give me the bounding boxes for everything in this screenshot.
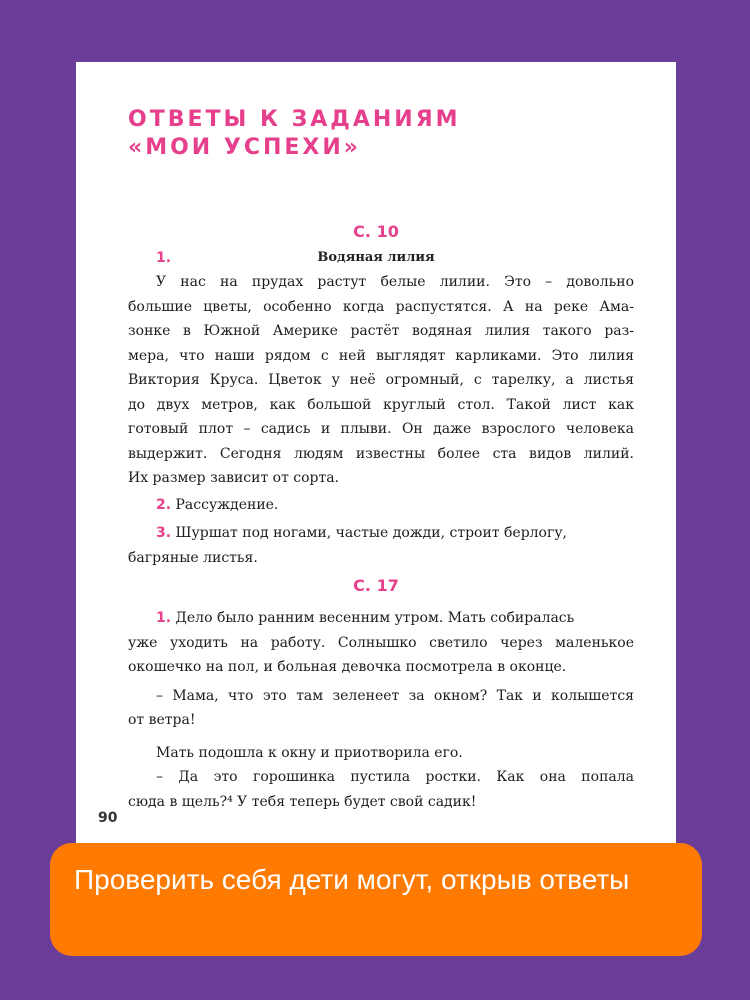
promo-banner-text: Проверить себя дети могут, открыв ответы	[74, 864, 630, 895]
text-line: зонке в Южной Америке растёт водяная лилия такого раз-	[128, 323, 634, 339]
text-line: до двух метров, как большой круглый стол. Такой лист как	[128, 396, 634, 413]
task2-line	[128, 493, 634, 518]
task3-line	[128, 521, 634, 546]
text-line: сюда в щель?⁴ У тебя теперь будет свой садик!	[128, 793, 477, 810]
text-line: окошечко на пол, и больная девочка посмотрела в оконце.	[128, 659, 567, 675]
task-heading: Водяная лилия	[317, 250, 435, 265]
text-line: багряные листья.	[128, 549, 258, 566]
text-line: – Мама, что это там зеленеет за окном? Так и колышется	[156, 687, 634, 704]
task-number: 1.	[156, 610, 172, 626]
page-number: 90	[98, 810, 118, 826]
task-number: 3.	[156, 525, 172, 541]
text-line: выдержит. Сегодня людям известны более ста видов лилий.	[128, 445, 634, 462]
text-line: готовый плот – садись и плыви. Он даже взрослого человека	[128, 421, 634, 437]
promo-banner	[50, 843, 702, 956]
section2-task1	[128, 606, 634, 814]
task-number: 1.	[156, 250, 172, 266]
page-title-line-2: «МОИ УСПЕХИ»	[128, 135, 362, 160]
task2-text: Рассуждение.	[175, 496, 279, 513]
section-ref-p10: С. 10	[353, 222, 399, 241]
section1-task1	[128, 246, 634, 570]
page-title-line-1: ОТВЕТЫ К ЗАДАНИЯМ	[128, 107, 461, 132]
section-ref-p17: С. 17	[353, 576, 399, 595]
text-line: от ветра!	[128, 712, 196, 728]
text-line: Мать подошла к окну и приотворила его.	[156, 744, 463, 761]
text-line: У нас на прудах растут белые лилии. Это – довольно	[156, 274, 634, 290]
page-title	[128, 106, 461, 162]
text-line: большие цветы, особенно когда распустятся. А на реке Ама-	[128, 298, 634, 315]
text-line: уже уходить на работу. Солнышко светило через маленькое	[128, 634, 634, 651]
text-line: Виктория Круса. Цветок у неё огромный, с тарелку, а листья	[128, 372, 634, 388]
text-line: – Да это горошинка пустила ростки. Как она попала	[156, 769, 634, 785]
text-line: Дело было ранним весенним утром. Мать собиралась	[175, 610, 575, 626]
textbook-page	[76, 62, 676, 862]
task1-first-line	[128, 606, 634, 631]
task-number: 2.	[156, 496, 172, 513]
text-line: Шуршат под ногами, частые дожди, строит берлогу,	[175, 525, 568, 541]
text-line: мера, что наши рядом с ней выглядят карликами. Это лилия	[128, 347, 634, 364]
text-line: Их размер зависит от сорта.	[128, 470, 340, 486]
